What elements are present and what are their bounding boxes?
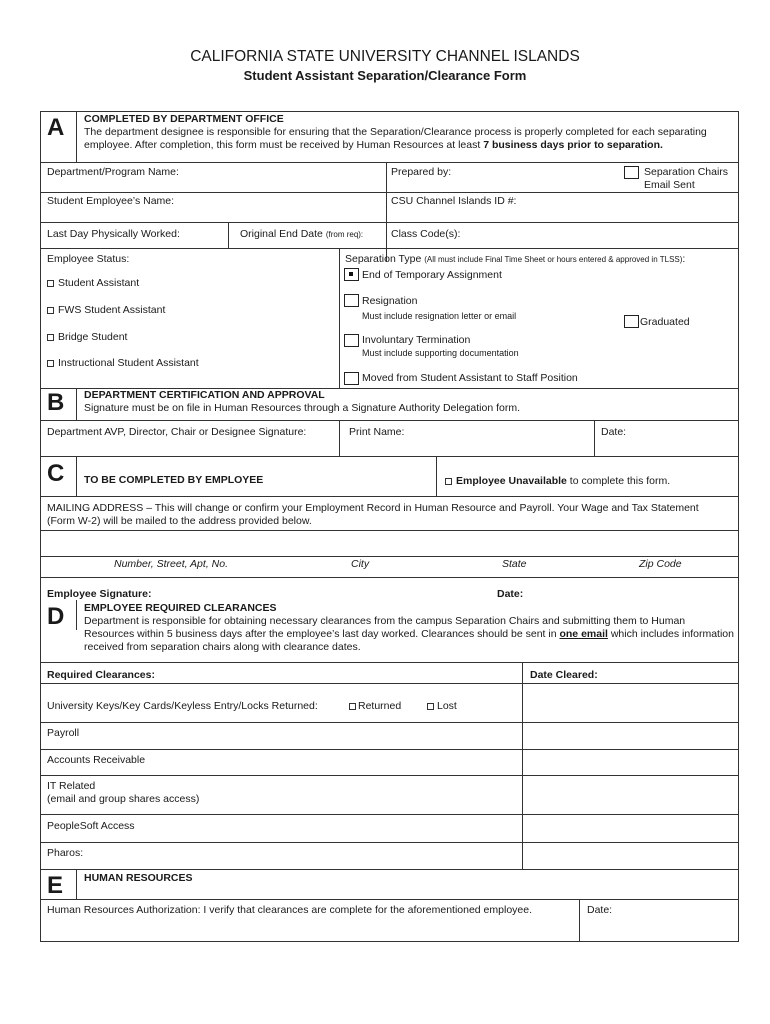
- accounts-receivable-date-cleared-input[interactable]: [523, 750, 738, 775]
- address-state-label: State: [502, 558, 527, 570]
- form-title: Student Assistant Separation/Clearance Form: [243, 68, 527, 83]
- original-end-date-note: (from req):: [325, 230, 364, 239]
- address-zip-label: Zip Code: [639, 558, 682, 570]
- involuntary-termination-checkbox[interactable]: [344, 334, 359, 347]
- divider: [228, 222, 229, 248]
- section-d-letter: D: [47, 603, 65, 630]
- keys-lost-option: Lost: [437, 700, 457, 712]
- it-related-note: (email and group shares access): [47, 793, 200, 805]
- divider: [76, 162, 738, 163]
- last-day-worked-field[interactable]: Last Day Physically Worked:: [47, 228, 180, 240]
- separation-type-label: Separation Type: [345, 253, 422, 265]
- section-d-description: [84, 615, 734, 654]
- pharos-date-cleared-input[interactable]: [523, 843, 738, 869]
- moved-to-staff-label: Moved from Student Assistant to Staff Position: [362, 372, 578, 384]
- hr-authorization-date-field[interactable]: Date:: [587, 904, 613, 916]
- address-street-label: Number, Street, Apt, No.: [114, 558, 228, 570]
- section-e-letter: E: [47, 872, 64, 899]
- form-border-top: [40, 111, 739, 112]
- divider: [40, 496, 739, 497]
- payroll-date-cleared-input[interactable]: [523, 723, 738, 749]
- end-temporary-assignment-checkbox[interactable]: [344, 268, 359, 281]
- moved-to-staff-checkbox[interactable]: [344, 372, 359, 385]
- section-d-heading: EMPLOYEE REQUIRED CLEARANCES: [84, 602, 277, 614]
- keys-returned-checkbox[interactable]: [349, 703, 356, 710]
- section-d-letter-divider: [76, 600, 77, 630]
- section-a-desc-text: The department designee is responsible for ensuring that the Separation/Clearance process is properly completed for each separating employee. After completion, this form must be received by Human Resources at least: [84, 126, 707, 151]
- employee-unavailable-label: [456, 475, 670, 488]
- divider: [40, 222, 739, 223]
- separation-chairs-label: Separation Chairs: [644, 166, 729, 178]
- section-a-desc-deadline: 7 business days prior to separation.: [483, 139, 663, 151]
- section-b-letter: B: [47, 389, 65, 416]
- section-d-desc-text: Department is responsible for obtaining necessary clearances from the campus Separation Chairs and submitting them to Human Resources within 5 business days after the employee’s last day worked. Clearances should be sent in: [84, 615, 686, 640]
- divider: [40, 899, 739, 900]
- keys-date-cleared-input[interactable]: [523, 684, 738, 722]
- class-codes-field[interactable]: Class Code(s):: [391, 228, 461, 240]
- original-end-date-field[interactable]: [240, 228, 363, 241]
- it-related-label: IT Related: [47, 780, 96, 792]
- pharos-label: Pharos:: [47, 847, 84, 859]
- section-b-date-field[interactable]: Date:: [601, 426, 627, 438]
- resignation-note: Must include resignation letter or email: [362, 311, 517, 321]
- required-clearances-heading: Required Clearances:: [47, 669, 155, 681]
- form-border-right: [738, 111, 739, 942]
- employee-signature-date-field[interactable]: Date:: [497, 588, 524, 600]
- divider: [386, 162, 387, 262]
- form-border-bottom: [40, 941, 739, 942]
- mailing-address-instructions: MAILING ADDRESS – This will change or confirm your Employment Record in Human Resource and Payroll. Your Wage and Tax Statement (Form W-2) will be mailed to the address provided below.: [47, 502, 699, 527]
- peoplesoft-access-label: PeopleSoft Access: [47, 820, 135, 832]
- divider: [40, 162, 76, 163]
- email-sent-label: Email Sent: [644, 179, 695, 191]
- student-assistant-label: Student Assistant: [58, 277, 140, 289]
- keys-returned-option: Returned: [358, 700, 402, 712]
- csu-id-field[interactable]: CSU Channel Islands ID #:: [391, 195, 517, 207]
- separation-type-heading: [345, 253, 685, 266]
- involuntary-termination-label: Involuntary Termination: [362, 334, 471, 346]
- bridge-student-checkbox[interactable]: [47, 334, 54, 341]
- divider: [436, 456, 437, 496]
- divider: [40, 420, 739, 421]
- section-e-letter-divider: [76, 869, 77, 899]
- form-border-left: [40, 111, 41, 942]
- original-end-date-label: Original End Date: [240, 228, 323, 240]
- divider: [339, 248, 340, 388]
- divider: [40, 662, 739, 663]
- divider: [40, 192, 739, 193]
- date-cleared-heading: Date Cleared:: [530, 669, 598, 681]
- accounts-receivable-label: Accounts Receivable: [47, 754, 146, 766]
- print-name-field[interactable]: Print Name:: [349, 426, 405, 438]
- section-a-letter-divider: [76, 111, 77, 162]
- fws-student-assistant-label: FWS Student Assistant: [58, 304, 166, 316]
- keys-lost-checkbox[interactable]: [427, 703, 434, 710]
- section-c-letter: C: [47, 460, 65, 487]
- employee-unavailable-checkbox[interactable]: [445, 478, 452, 485]
- divider: [40, 248, 739, 249]
- student-assistant-checkbox[interactable]: [47, 280, 54, 287]
- instructional-student-assistant-checkbox[interactable]: [47, 360, 54, 367]
- employee-signature-field[interactable]: Employee Signature:: [47, 588, 152, 600]
- it-related-date-cleared-input[interactable]: [523, 776, 738, 814]
- section-b-letter-divider: [76, 388, 77, 420]
- student-employee-name-field[interactable]: Student Employee’s Name:: [47, 195, 175, 207]
- mailing-address-input[interactable]: [41, 531, 738, 556]
- section-c-heading: TO BE COMPLETED BY EMPLOYEE: [84, 474, 264, 486]
- graduated-label: Graduated: [640, 316, 690, 328]
- end-temporary-assignment-label: End of Temporary Assignment: [362, 269, 502, 281]
- form-institution-title: CALIFORNIA STATE UNIVERSITY CHANNEL ISLANDS: [190, 48, 580, 65]
- section-b-heading: DEPARTMENT CERTIFICATION AND APPROVAL: [84, 389, 325, 401]
- dept-program-field[interactable]: Department/Program Name:: [47, 166, 179, 178]
- section-e-heading: HUMAN RESOURCES: [84, 872, 193, 884]
- employee-unavailable-rest: to complete this form.: [566, 475, 671, 487]
- divider: [40, 577, 739, 578]
- prepared-by-field[interactable]: Prepared by:: [391, 166, 452, 178]
- divider: [339, 420, 340, 456]
- avp-signature-field[interactable]: Department AVP, Director, Chair or Designee Signature:: [47, 426, 307, 438]
- separation-type-note: (All must include Final Time Sheet or hours entered & approved in TLSS): [424, 255, 683, 264]
- divider: [40, 456, 739, 457]
- section-a-heading: COMPLETED BY DEPARTMENT OFFICE: [84, 113, 284, 125]
- section-d-desc-text-2: which includes information received from separation chairs along with clearance dates.: [84, 628, 734, 653]
- keys-returned-label: University Keys/Key Cards/Keyless Entry/Locks Returned:: [47, 700, 318, 712]
- hr-authorization-field[interactable]: Human Resources Authorization: I verify that clearances are complete for the aforementioned employee.: [47, 904, 533, 916]
- divider: [594, 420, 595, 456]
- graduated-checkbox[interactable]: [624, 315, 639, 328]
- instructional-student-assistant-label: Instructional Student Assistant: [58, 357, 199, 369]
- section-b-description: Signature must be on file in Human Resources through a Signature Authority Delegation form.: [84, 402, 520, 414]
- fws-student-assistant-checkbox[interactable]: [47, 307, 54, 314]
- separation-chairs-email-checkbox[interactable]: [624, 166, 639, 179]
- section-d-desc-one-email: one email: [559, 628, 608, 640]
- involuntary-termination-note: Must include supporting documentation: [362, 348, 519, 358]
- employee-unavailable-bold: Employee Unavailable: [456, 475, 567, 487]
- bridge-student-label: Bridge Student: [58, 331, 128, 343]
- resignation-checkbox[interactable]: [344, 294, 359, 307]
- section-a-letter: A: [47, 114, 65, 141]
- peoplesoft-date-cleared-input[interactable]: [523, 815, 738, 842]
- section-c-letter-divider: [76, 456, 77, 496]
- separation-type-colon: :: [682, 253, 686, 265]
- divider: [40, 869, 739, 870]
- section-a-description: [84, 126, 734, 152]
- employee-status-label: Employee Status:: [47, 253, 130, 265]
- resignation-label: Resignation: [362, 295, 418, 307]
- divider: [579, 899, 580, 941]
- address-city-label: City: [351, 558, 370, 570]
- divider: [40, 556, 739, 557]
- payroll-label: Payroll: [47, 727, 80, 739]
